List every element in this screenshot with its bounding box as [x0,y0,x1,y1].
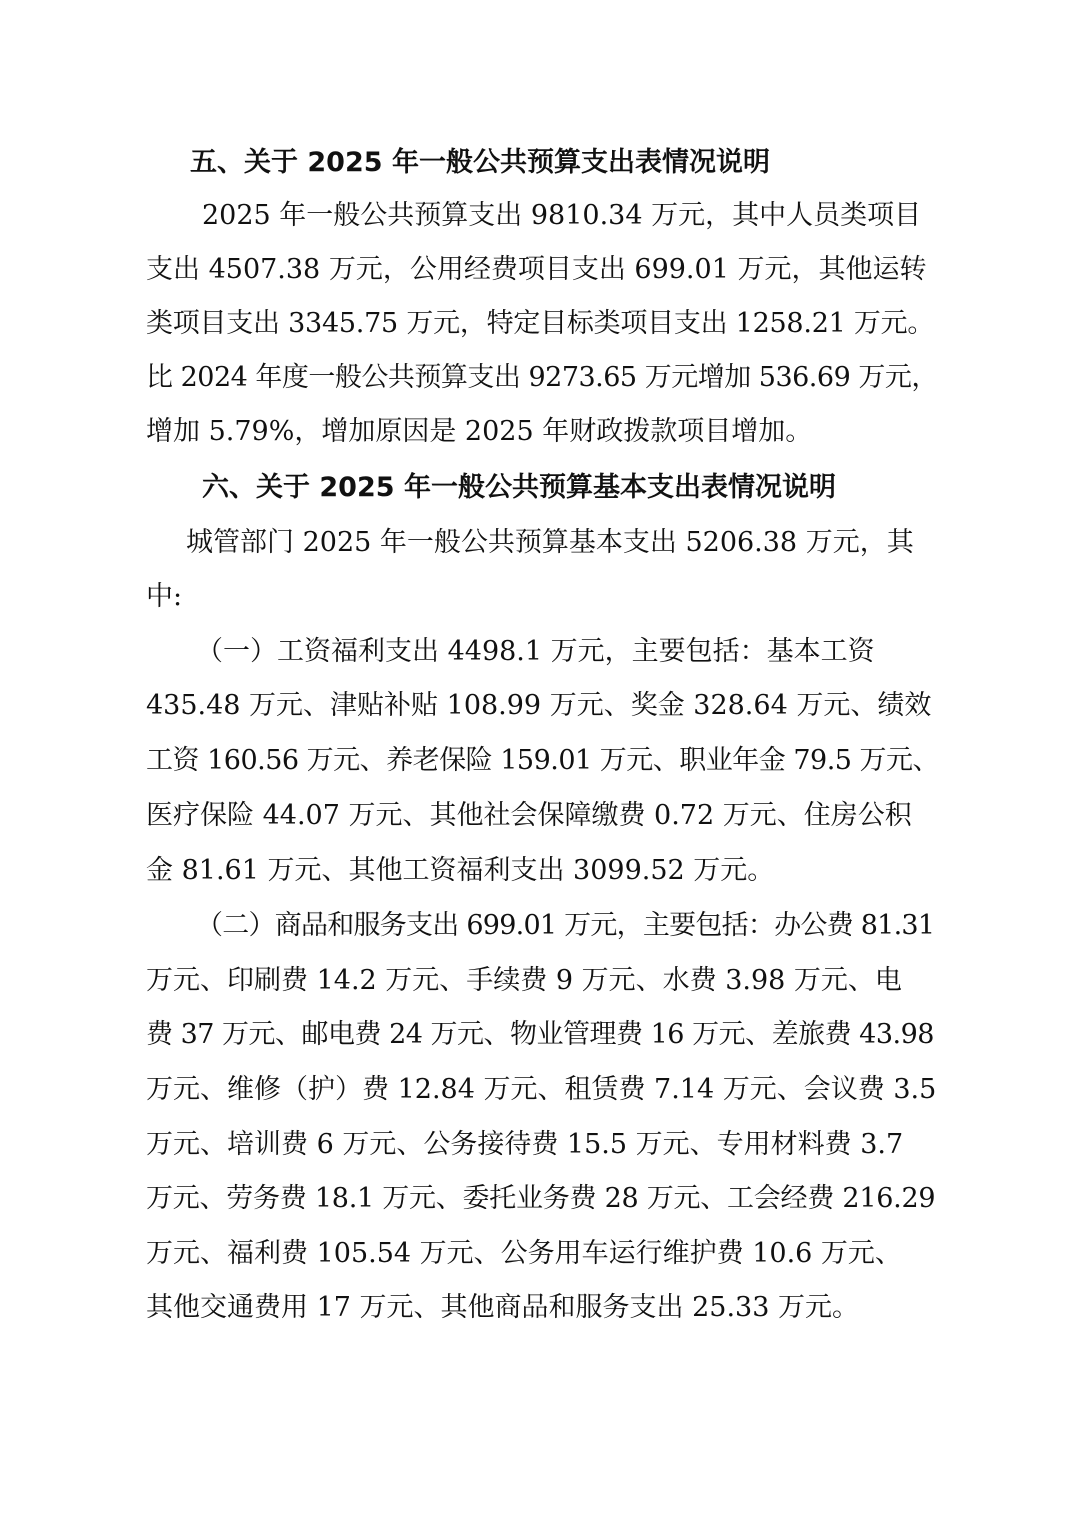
section-5-heading: 五、关于 2025 年一般公共预算支出表情况说明 [190,147,770,178]
section-5-paragraph-line: 类项目支出 3345.75 万元，特定目标类项目支出 1258.21 万元。 [146,308,935,339]
section-5-paragraph-line: 2025 年一般公共预算支出 9810.34 万元，其中人员类项目 [202,200,922,231]
section-6-heading: 六、关于 2025 年一般公共预算基本支出表情况说明 [202,472,836,503]
goods-services-paragraph-line: 万元、福利费 105.54 万元、公务用车运行维护费 10.6 万元、 [146,1238,902,1269]
goods-services-paragraph-line: 其他交通费用 17 万元、其他商品和服务支出 25.33 万元。 [146,1292,859,1323]
wages-paragraph-line: 435.48 万元、津贴补贴 108.99 万元、奖金 328.64 万元、绩效 [146,690,932,721]
goods-services-paragraph-line: （二）商品和服务支出 699.01 万元，主要包括：办公费 81.31 [196,910,935,941]
wages-paragraph-line: （一）工资福利支出 4498.1 万元，主要包括：基本工资 [196,636,875,667]
section-6-intro-line: 中: [146,581,183,612]
wages-paragraph-line: 工资 160.56 万元、养老保险 159.01 万元、职业年金 79.5 万元、 [146,745,940,776]
goods-services-paragraph-line: 万元、印刷费 14.2 万元、手续费 9 万元、水费 3.98 万元、电 [146,965,902,996]
goods-services-paragraph-line: 万元、维修（护）费 12.84 万元、租赁费 7.14 万元、会议费 3.5 [146,1074,937,1105]
section-5-paragraph-line: 支出 4507.38 万元，公用经费项目支出 699.01 万元，其他运转 [146,254,927,285]
section-5-paragraph-line: 比 2024 年度一般公共预算支出 9273.65 万元增加 536.69 万元， [146,362,938,393]
goods-services-paragraph-line: 万元、劳务费 18.1 万元、委托业务费 28 万元、工会经费 216.29 [146,1183,936,1214]
goods-services-paragraph-line: 费 37 万元、邮电费 24 万元、物业管理费 16 万元、差旅费 43.98 [146,1019,934,1050]
goods-services-paragraph-line: 万元、培训费 6 万元、公务接待费 15.5 万元、专用材料费 3.7 [146,1129,904,1160]
wages-paragraph-line: 医疗保险 44.07 万元、其他社会保障缴费 0.72 万元、住房公积 [146,800,912,831]
section-5-paragraph-line: 增加 5.79%，增加原因是 2025 年财政拨款项目增加。 [146,416,813,447]
section-6-intro-line: 城管部门 2025 年一般公共预算基本支出 5206.38 万元，其 [186,527,914,558]
wages-paragraph-line: 金 81.61 万元、其他工资福利支出 3099.52 万元。 [146,855,775,886]
